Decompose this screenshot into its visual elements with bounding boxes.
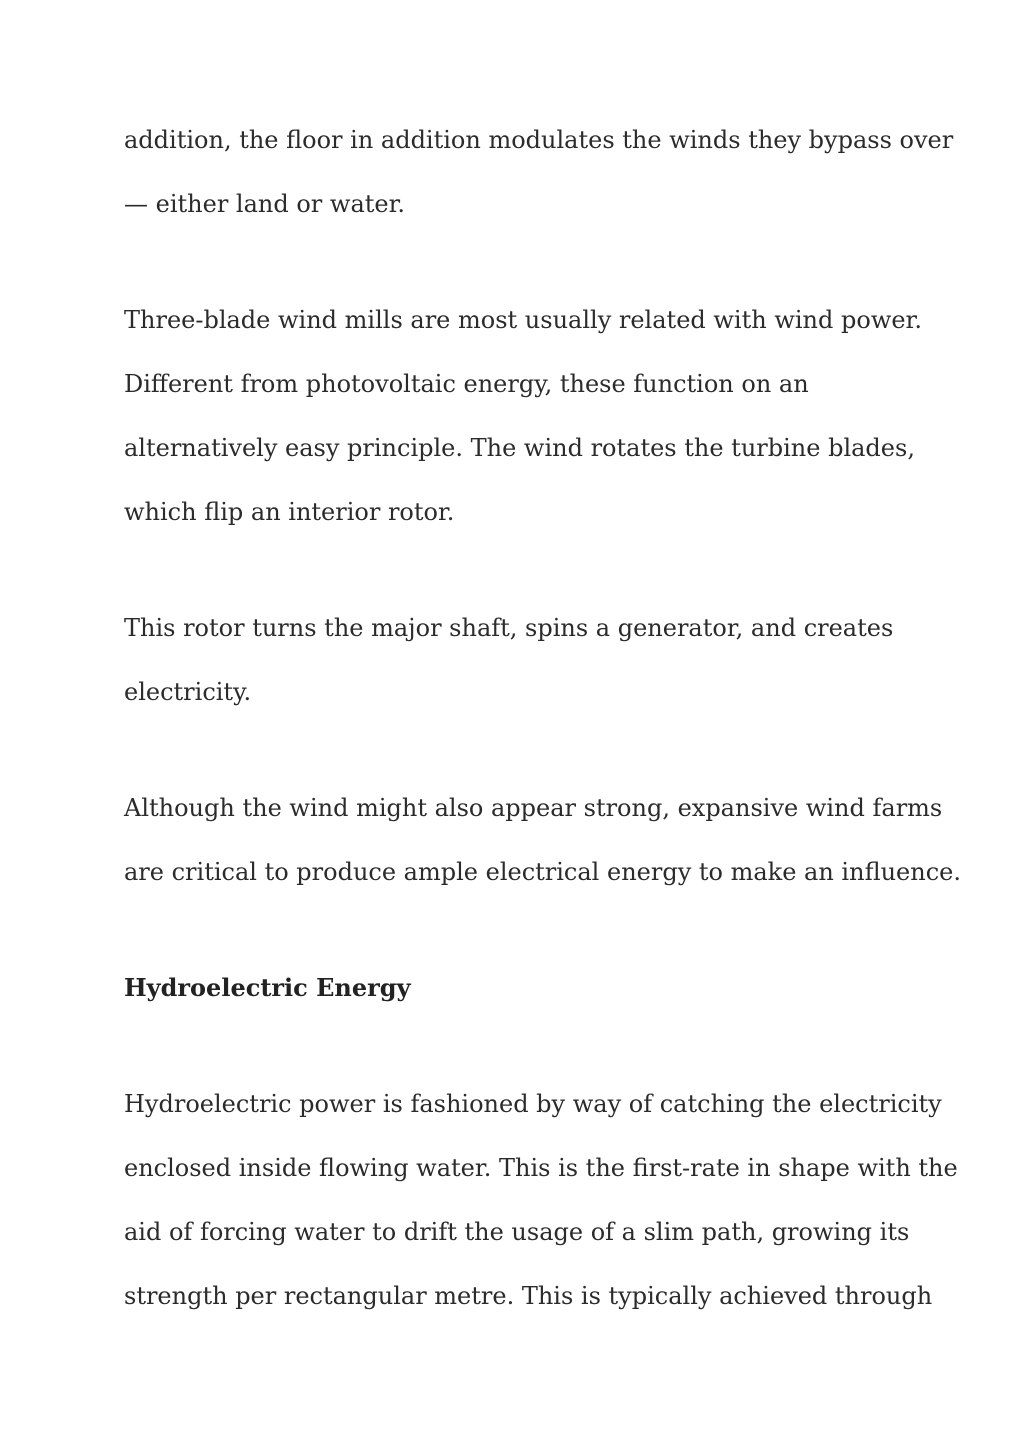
text-line: Three-blade wind mills are most usually related with wind power.	[124, 306, 923, 334]
text-line: addition, the floor in addition modulates the winds they bypass over	[124, 126, 954, 154]
paragraph-wind-farms	[124, 776, 961, 904]
text-line: aid of forcing water to drift the usage of a slim path, growing its	[124, 1218, 910, 1246]
paragraph-wind-surface	[124, 108, 954, 236]
text-line: are critical to produce ample electrical energy to make an influence.	[124, 858, 961, 886]
section-heading-hydroelectric: Hydroelectric Energy	[124, 973, 411, 1002]
paragraph-rotor-generator	[124, 596, 914, 724]
text-line: electricity.	[124, 678, 252, 706]
text-line: which flip an interior rotor.	[124, 498, 455, 526]
text-line: Hydroelectric power is fashioned by way of catching the electricity	[124, 1090, 942, 1118]
text-line: strength per rectangular metre. This is typically achieved through	[124, 1282, 933, 1310]
text-line: This rotor turns the major shaft, spins a generator, and creates	[124, 614, 894, 642]
text-line: Different from photovoltaic energy, these function on an	[124, 370, 809, 398]
paragraph-hydroelectric-power	[124, 1072, 958, 1328]
text-line: Although the wind might also appear strong, expansive wind farms	[124, 794, 943, 822]
paragraph-three-blade-windmills	[124, 288, 923, 544]
text-line: — either land or water.	[124, 190, 406, 218]
text-line: alternatively easy principle. The wind rotates the turbine blades,	[124, 434, 915, 462]
text-line: enclosed inside flowing water. This is the first-rate in shape with the	[124, 1154, 958, 1182]
document-page	[124, 108, 961, 1380]
